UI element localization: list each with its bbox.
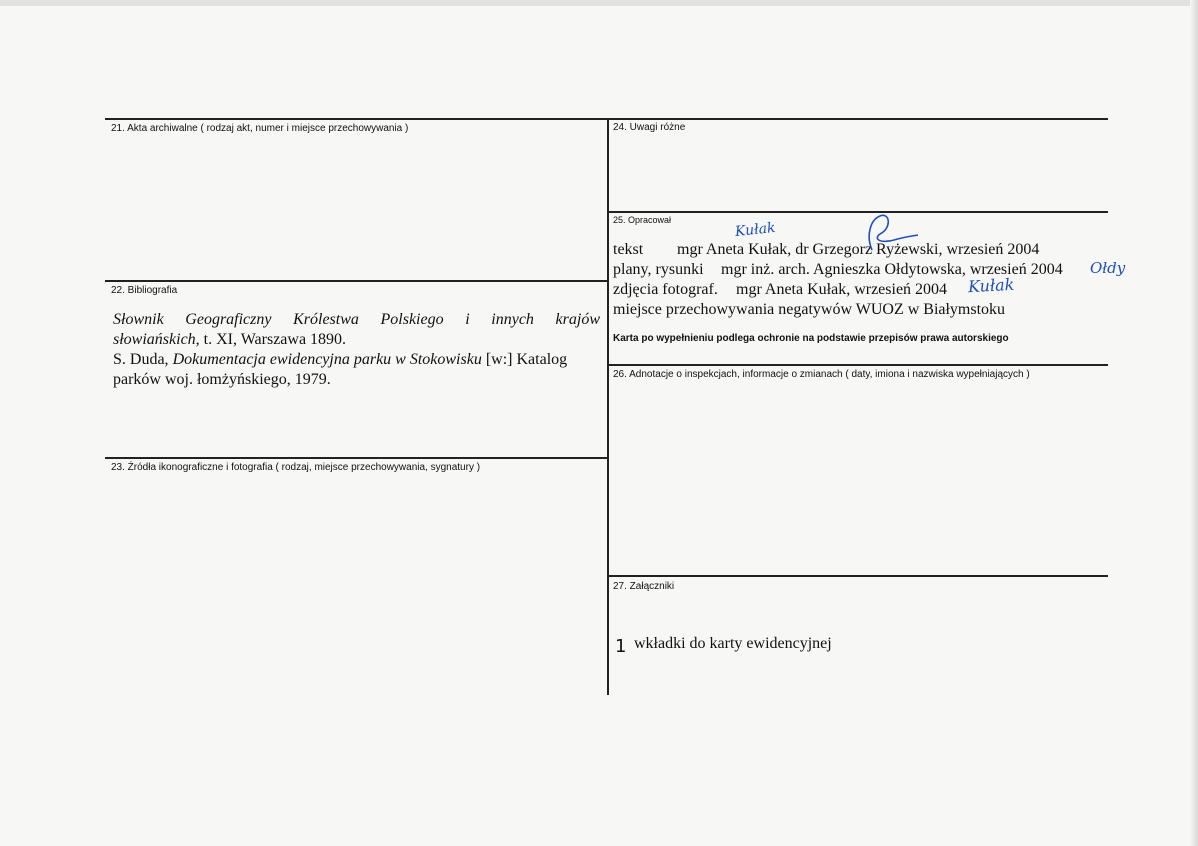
bibliography-entry-2-author: S. Duda, — [113, 351, 173, 368]
attachments-description: wkładki do karty ewidencyjnej — [634, 635, 832, 652]
author-row-photos-name: zdjęcia fotograf. — [613, 281, 718, 298]
author-row-text-name: tekst — [613, 241, 644, 258]
bibliography-entry-2-line-2: parków woj. łomżyńskiego, 1979. — [113, 371, 331, 388]
scan-edge-top — [0, 0, 1198, 6]
author-row-photos-value: mgr Aneta Kułak, wrzesień 2004 — [736, 281, 948, 298]
signature-kulak-top — [734, 220, 776, 240]
author-row-drawings-value: mgr inż. arch. Agnieszka Ołdytowska, wrzesień 2004 — [721, 261, 1063, 278]
bibliography-entry-1-details: , t. XI, Warszawa 1890. — [195, 331, 347, 348]
signature-kulak-photos-text: Kułak — [967, 274, 1015, 297]
bibliography-entry-2-title: Dokumentacja ewidencyjna parku w Stokowisku — [172, 351, 482, 368]
bibliography-entry-2-line-1 — [113, 350, 567, 369]
copyright-notice: Karta po wypełnieniu podlega ochronie na podstawie przepisów prawa autorskiego — [613, 333, 1009, 344]
signature-kulak-top-text: Kułak — [734, 219, 777, 241]
signature-kulak-photos — [968, 275, 1015, 296]
section-26-label: 26. Adnotacje o inspekcjach, informacje o zmianach ( daty, imiona i nazwiska wypełniających ) — [613, 369, 1030, 380]
scan-edge-right — [1190, 0, 1198, 846]
signature-ryzewski-scribble — [850, 210, 920, 258]
rule-22-23 — [105, 457, 608, 459]
section-27-label: 27. Załączniki — [613, 581, 675, 592]
bibliography-entry-1-title-end: słowiańskich — [113, 331, 196, 348]
attachments-count: 1 — [615, 636, 627, 657]
signature-oldytowska — [1090, 259, 1125, 277]
author-row-text-value: mgr Aneta Kułak, dr Grzegorz Ryżewski, wrzesień 2004 — [677, 241, 1040, 258]
rule-25-26 — [607, 364, 1108, 366]
author-row-drawings-name: plany, rysunki — [613, 261, 704, 278]
section-23-label: 23. Źródła ikonograficzne i fotografia ( rodzaj, miejsce przechowywania, sygnatury ) — [111, 462, 481, 473]
rule-26-27 — [607, 575, 1108, 577]
bibliography-entry-1-line-2 — [113, 330, 346, 349]
center-divider — [607, 118, 609, 695]
section-21-label: 21. Akta archiwalne ( rodzaj akt, numer i miejsce przechowywania ) — [111, 123, 409, 134]
section-25-label: 25. Opracował — [613, 215, 672, 225]
bibliography-entry-2-details: [w:] Katalog — [481, 351, 568, 368]
signature-ryzewski-stroke — [869, 215, 918, 250]
section-22-label: 22. Bibliografia — [111, 285, 178, 296]
negatives-storage-line: miejsce przechowywania negatywów WUOZ w Białymstoku — [613, 301, 1006, 318]
signature-oldytowska-text: Ołdy — [1090, 259, 1126, 277]
section-24-label: 24. Uwagi różne — [613, 122, 686, 133]
rule-21-22 — [105, 280, 608, 282]
bibliography-entry-1-line-1: Słownik Geograficzny Królestwa Polskiego i innych krajów — [113, 311, 600, 328]
